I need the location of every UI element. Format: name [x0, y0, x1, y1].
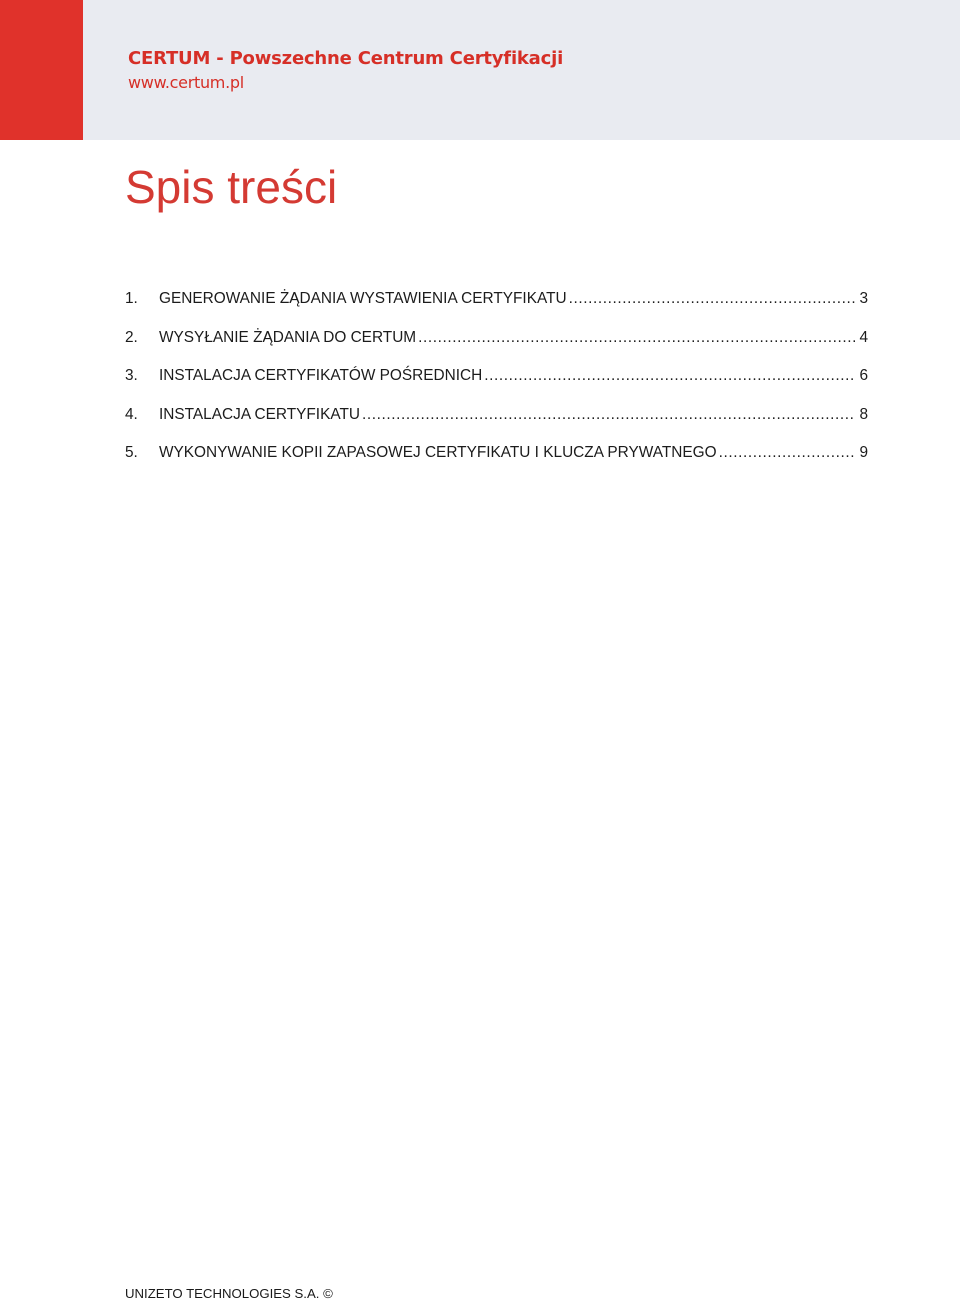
brand-title: CERTUM - Powszechne Centrum Certyfikacji [128, 48, 564, 69]
toc-entry[interactable] [125, 329, 868, 368]
toc-entry-page: 4 [859, 328, 868, 346]
toc-entry-leader [719, 444, 856, 462]
toc-entry-text: INSTALACJA CERTYFIKATÓW POŚREDNICH [159, 367, 483, 384]
toc-entry-number: 1. [125, 290, 138, 307]
toc-entry-page: 8 [859, 405, 868, 423]
toc-entry-leader [569, 290, 856, 308]
toc-entry-number: 2. [125, 328, 138, 346]
toc-entry-text: GENEROWANIE ŻĄDANIA WYSTAWIENIA CERTYFIKATU [159, 290, 567, 307]
toc-entry[interactable] [125, 290, 868, 329]
toc-entry-leader [418, 329, 855, 347]
toc-entry-leader [484, 367, 855, 385]
toc-entry-text: WYSYŁANIE ŻĄDANIA DO CERTUM [159, 328, 417, 346]
toc-title: Spis treści [125, 161, 338, 213]
toc-entry-page: 9 [859, 444, 868, 461]
brand-url: www.certum.pl [128, 73, 244, 92]
toc-entry[interactable] [125, 444, 868, 483]
toc-entry-number: 5. [125, 444, 138, 461]
toc-entry-page: 6 [859, 367, 868, 384]
toc-entry-number: 4. [125, 405, 138, 423]
toc-entry-text: INSTALACJA CERTYFIKATU [159, 405, 360, 423]
header-accent-bar [0, 0, 83, 140]
page-header [0, 0, 960, 140]
toc-entry[interactable] [125, 406, 868, 445]
toc-entry-page: 3 [859, 290, 868, 307]
toc-entry[interactable] [125, 367, 868, 406]
toc-entry-number: 3. [125, 367, 138, 384]
toc-entry-text: WYKONYWANIE KOPII ZAPASOWEJ CERTYFIKATU I KLUCZA PRYWATNEGO [159, 444, 717, 461]
page-footer: UNIZETO TECHNOLOGIES S.A. © [125, 1286, 333, 1301]
table-of-contents [125, 290, 868, 483]
toc-entry-leader [362, 406, 855, 424]
